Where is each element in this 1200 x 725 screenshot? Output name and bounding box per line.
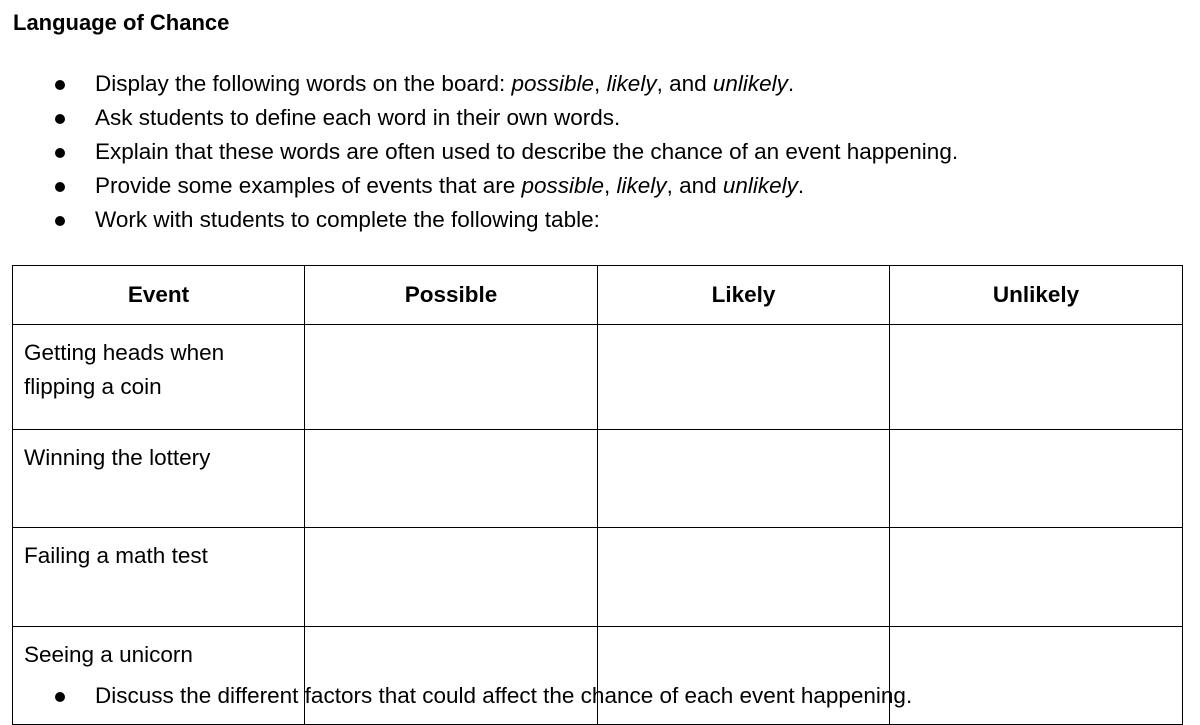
- header-likely: Likely: [598, 266, 890, 325]
- unlikely-cell[interactable]: [890, 528, 1183, 627]
- event-cell: Seeing a unicorn: [13, 627, 305, 725]
- unlikely-cell[interactable]: [890, 430, 1183, 528]
- bullet-icon: [55, 692, 65, 702]
- bullet-icon: [55, 80, 65, 90]
- unlikely-cell[interactable]: [890, 627, 1183, 725]
- list-item: Explain that these words are often used to describe the chance of an event happening.: [0, 135, 958, 169]
- header-unlikely: Unlikely: [890, 266, 1183, 325]
- event-cell: Winning the lottery: [13, 430, 305, 528]
- possible-cell[interactable]: [305, 325, 598, 430]
- list-item: Work with students to complete the following table:: [0, 203, 958, 237]
- possible-cell[interactable]: [305, 528, 598, 627]
- likely-cell[interactable]: [598, 430, 890, 528]
- likely-cell[interactable]: [598, 528, 890, 627]
- bullet-icon: [55, 148, 65, 158]
- closing-list: [0, 679, 912, 713]
- event-cell: Getting heads when flipping a coin: [13, 325, 305, 430]
- header-event: Event: [13, 266, 305, 325]
- possible-cell[interactable]: [305, 430, 598, 528]
- table-row: [13, 325, 1183, 430]
- document-title: Language of Chance: [13, 10, 230, 35]
- bullet-icon: [55, 216, 65, 226]
- bullet-icon: [55, 114, 65, 124]
- list-item: Display the following words on the board: possible, likely, and unlikely.: [0, 67, 958, 101]
- chance-table: [12, 265, 1183, 725]
- table-row: [13, 430, 1183, 528]
- list-item: Discuss the different factors that could affect the chance of each event happening.: [0, 679, 912, 713]
- list-item: Ask students to define each word in their own words.: [0, 101, 958, 135]
- table-header-row: [13, 266, 1183, 325]
- likely-cell[interactable]: [598, 325, 890, 430]
- unlikely-cell[interactable]: [890, 325, 1183, 430]
- event-cell: Failing a math test: [13, 528, 305, 627]
- bullet-icon: [55, 182, 65, 192]
- list-item: Provide some examples of events that are possible, likely, and unlikely.: [0, 169, 958, 203]
- table-row: [13, 528, 1183, 627]
- instruction-list: [0, 67, 958, 237]
- header-possible: Possible: [305, 266, 598, 325]
